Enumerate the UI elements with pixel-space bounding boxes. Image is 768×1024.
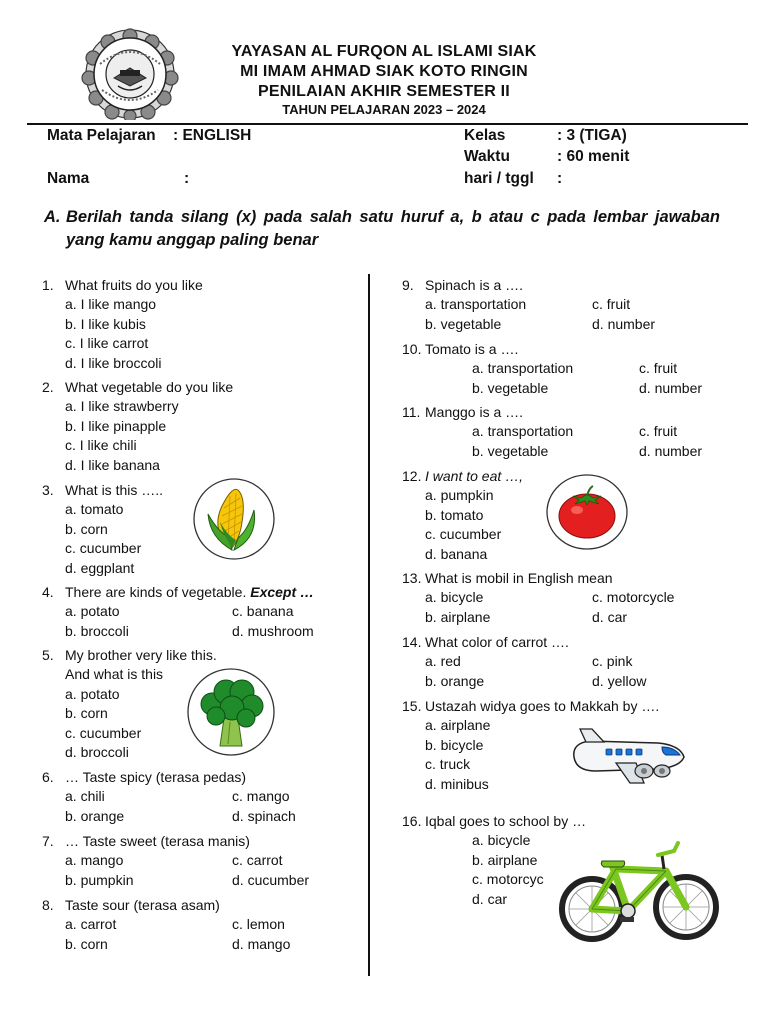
question-number: 6. [42,769,54,785]
question-stem: What color of carrot …. [425,634,569,650]
time-value: : 60 menit [557,148,630,165]
page-header [0,0,768,124]
option-b[interactable]: b. pumpkin [65,871,134,888]
option-d[interactable]: d. I like broccoli [65,354,162,371]
academic-year: TAHUN PELAJARAN 2023 – 2024 [282,102,486,117]
class-value: : 3 (TIGA) [557,127,627,144]
option-c[interactable]: c. pink [592,653,633,670]
option-b[interactable]: b. I like pinapple [65,417,167,434]
corn-icon [192,476,276,562]
option-b[interactable]: b. airplane [425,608,491,625]
option-a[interactable]: a. transportation [472,423,574,440]
tomato-icon [545,472,629,552]
option-b[interactable]: b. broccoli [65,622,129,639]
stem-text: There are kinds of vegetable. [65,584,247,600]
question-number: 2. [42,379,54,395]
exam-title: PENILAIAN AKHIR SEMESTER II [258,83,510,100]
class-label: Kelas [464,127,506,144]
question-number: 14. [402,634,422,650]
option-b[interactable]: b. corn [65,705,108,722]
question-number: 1. [42,277,54,293]
option-a[interactable]: a. bicycle [472,832,531,849]
question-stem: My brother very like this. [65,647,217,663]
question-number: 10. [402,341,422,357]
option-a[interactable]: a. potato [65,685,120,702]
option-b[interactable]: b. airplane [472,851,538,868]
question-number: 3. [42,482,54,498]
option-a[interactable]: a. pumpkin [425,487,494,504]
column-divider [368,274,370,976]
question-stem: Iqbal goes to school by … [425,813,587,829]
instruction-text: Berilah tanda silang (x) pada salah satu huruf a, b atau c pada lembar jawaban yang kamu anggap paling benar [66,208,720,249]
option-b[interactable]: b. orange [425,672,485,689]
question-number: 16. [402,813,422,829]
question-number: 8. [42,897,54,913]
option-a[interactable]: a. chili [65,788,105,805]
option-a[interactable]: a. I like mango [65,296,157,313]
airplane-icon [566,727,688,789]
subject-value: : ENGLISH [173,127,252,144]
option-b[interactable]: b. corn [65,520,108,537]
question-stem-line2: And what is this [65,666,164,683]
option-d[interactable]: d. mushroom [232,622,314,639]
option-c[interactable]: c. banana [232,603,294,620]
question-number: 4. [42,584,54,600]
option-a[interactable]: a. potato [65,603,120,620]
stem-emphasis: Except … [250,584,315,600]
option-b[interactable]: b. vegetable [425,315,502,332]
school-seal-icon [78,28,182,120]
option-c[interactable]: c. cucumber [65,540,142,557]
option-a[interactable]: a. mango [65,852,124,869]
broccoli-icon [186,666,276,758]
option-a[interactable]: a. transportation [425,296,527,313]
option-c[interactable]: c. cucumber [65,724,142,741]
option-b[interactable]: b. I like kubis [65,315,146,332]
option-b[interactable]: b. orange [65,807,125,824]
option-b[interactable]: b. tomato [425,506,484,523]
option-b[interactable]: b. corn [65,935,108,952]
question-number: 11. [402,404,421,420]
option-c[interactable]: c. fruit [639,360,678,377]
date-value: : [557,170,563,187]
option-a[interactable]: a. transportation [472,360,574,377]
question-stem: Tomato is a …. [425,341,519,357]
option-d[interactable]: d. mango [232,935,291,952]
option-c[interactable]: c. I like chili [65,437,137,454]
option-d[interactable]: d. cucumber [232,871,310,888]
question-stem: What is this ….. [65,482,164,498]
option-b[interactable]: b. vegetable [472,379,549,396]
option-d[interactable]: d. car [472,890,508,907]
option-d[interactable]: d. banana [425,545,488,562]
option-d[interactable]: d. number [592,315,656,332]
option-a[interactable]: a. I like strawberry [65,398,179,415]
option-c[interactable]: c. fruit [639,423,678,440]
school-name: MI IMAM AHMAD SIAK KOTO RINGIN [240,63,528,80]
question-stem: Manggo is a …. [425,404,524,420]
option-c[interactable]: c. lemon [232,916,285,933]
option-d[interactable]: d. spinach [232,807,296,824]
option-a[interactable]: a. red [425,653,461,670]
option-d[interactable]: d. broccoli [65,744,129,760]
option-d[interactable]: d. car [592,608,628,625]
option-c[interactable]: c. I like carrot [65,335,149,352]
option-c[interactable]: c. fruit [592,296,631,313]
question-stem: Ustazah widya goes to Makkah by …. [425,698,660,714]
option-d[interactable]: d. yellow [592,672,647,689]
option-c[interactable]: c. mango [232,788,290,805]
foundation-name: YAYASAN AL FURQON AL ISLAMI SIAK [231,43,537,60]
date-label: hari / tggl [464,170,534,187]
option-d[interactable]: d. eggplant [65,559,135,576]
option-d[interactable]: d. number [639,379,703,396]
question-stem: I want to eat …, [425,468,524,484]
question-stem: What is mobil in English mean [425,570,613,586]
question-stem: … Taste spicy (terasa pedas) [65,769,247,785]
option-a[interactable]: a. tomato [65,501,124,518]
bicycle-icon [546,835,722,945]
question-stem: … Taste sweet (terasa manis) [65,833,250,849]
question-number: 7. [42,833,54,849]
option-c[interactable]: c. motorcycle [592,589,675,606]
question-stem: What fruits do you like [65,277,203,293]
question-stem: Spinach is a …. [425,277,524,293]
question-number: 15. [402,698,422,714]
option-d[interactable]: d. I like banana [65,456,160,473]
section-letter: A. [44,208,61,226]
name-label: Nama [47,170,90,187]
subject-label: Mata Pelajaran [47,127,156,144]
question-number: 13. [402,570,422,586]
option-a[interactable]: a. airplane [425,717,491,734]
option-c[interactable]: c. truck [425,756,471,773]
option-d[interactable]: d. number [639,442,703,459]
name-colon: : [184,170,190,187]
question-stem: What vegetable do you like [65,379,234,395]
question-number: 5. [42,647,54,663]
question-stem: Taste sour (terasa asam) [65,897,220,913]
question-number: 9. [402,277,414,293]
option-c[interactable]: c. carrot [232,852,283,869]
option-d[interactable]: d. minibus [425,775,489,792]
option-a[interactable]: a. bicycle [425,589,484,606]
option-c[interactable]: c. cucumber [425,526,502,543]
option-b[interactable]: b. bicycle [425,736,484,753]
question-stem [65,583,314,602]
option-b[interactable]: b. vegetable [472,442,549,459]
option-a[interactable]: a. carrot [65,916,117,933]
question-number: 12. [402,468,422,484]
time-label: Waktu [464,148,510,165]
option-c[interactable]: c. motorcyc [472,871,544,888]
